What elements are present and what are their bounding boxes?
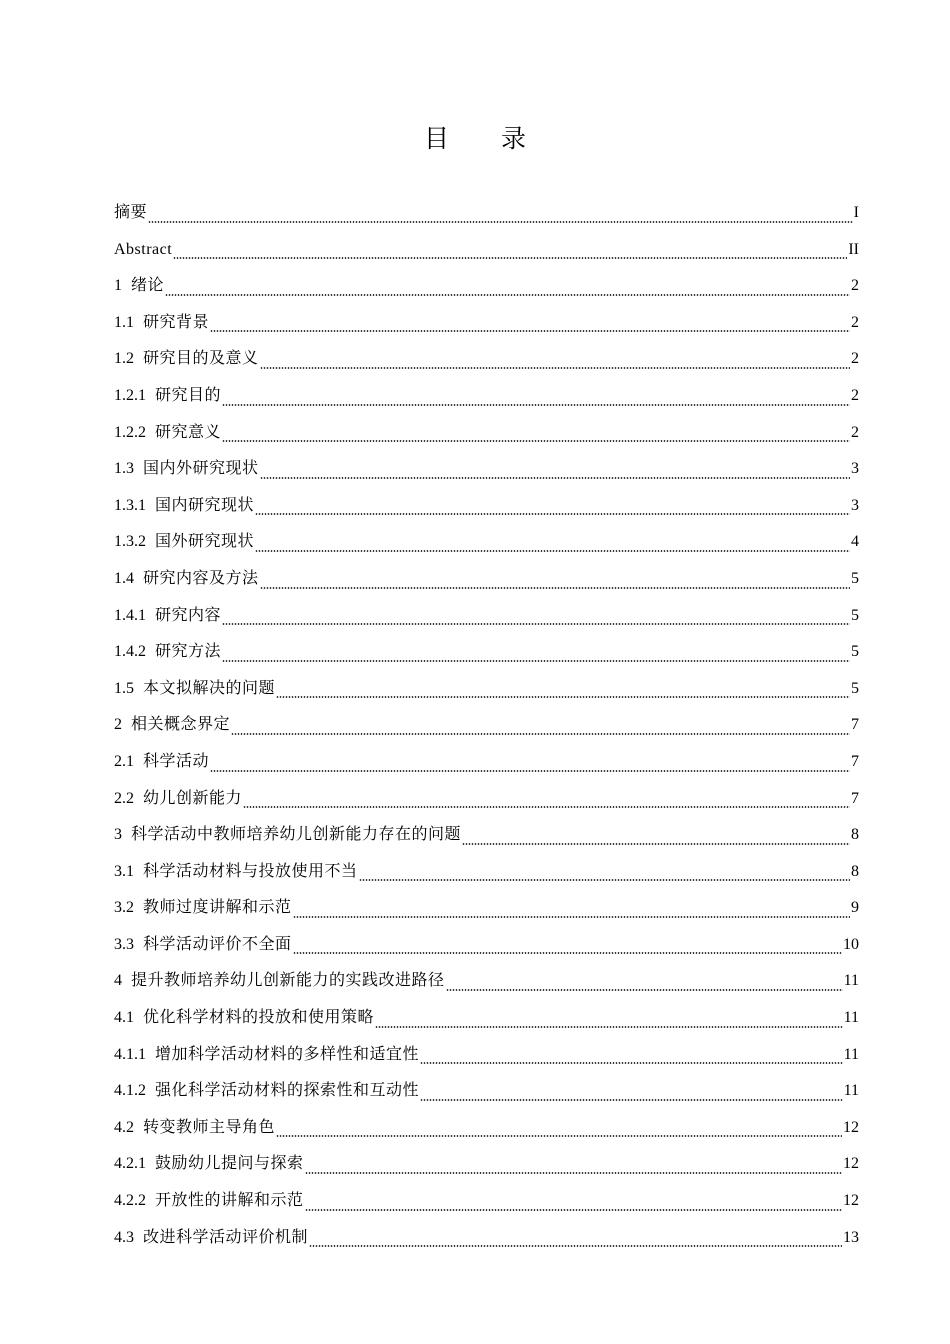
toc-entry-label: Abstract [114,240,173,258]
dot-leader [293,952,842,954]
toc-entry-number: 1.2 [114,350,134,368]
toc-entry-number: 2.2 [114,789,134,807]
toc-entry[interactable] [114,378,859,415]
page-title: 目 录 [424,124,548,153]
toc-entry-text [114,268,164,305]
dot-leader [260,477,850,479]
toc-entry-text [114,817,461,854]
toc-entry-label: 国外研究现状 [155,533,255,551]
dot-leader [148,221,853,223]
dot-leader [446,989,843,991]
toc-entry-page-number: 8 [851,862,859,880]
toc-entry[interactable] [114,707,859,744]
toc-entry-page-number: 2 [851,277,859,295]
toc-entry-page-number: 12 [843,1118,859,1136]
toc-entry-label: 开放性的讲解和示范 [155,1192,304,1210]
dot-leader [305,1209,842,1211]
toc-entry-text [114,854,358,891]
toc-entry[interactable] [114,817,859,854]
toc-entry-label: 研究意义 [155,423,222,441]
toc-entry[interactable] [114,634,859,671]
toc-entry-number: 1.4.2 [114,643,146,661]
dot-leader [309,1245,842,1247]
toc-entry-text [114,378,221,415]
toc-entry[interactable] [114,744,859,781]
toc-entry-page-number: 12 [843,1155,859,1173]
toc-entry-label: 绪论 [131,277,165,295]
toc-entry[interactable] [114,561,859,598]
toc-entry-page-number: 5 [851,679,859,697]
toc-entry-text [114,195,147,232]
toc-entry-page-number: 10 [843,935,859,953]
toc-entry-text [114,341,259,378]
dot-leader [231,733,850,735]
toc-entry-label: 研究背景 [143,313,210,331]
toc-entry[interactable] [114,1183,859,1220]
toc-entry-number: 4.2.1 [114,1155,146,1173]
toc-entry-text [114,1183,304,1220]
dot-leader [255,550,850,552]
toc-entry-number: 1.4.1 [114,606,146,624]
toc-entry-label: 增加科学活动材料的多样性和适宜性 [155,1045,420,1063]
toc-entry-number: 3.3 [114,935,134,953]
toc-entry-number: 4.1.1 [114,1045,146,1063]
toc-entry-number: 1 [114,277,122,295]
toc-entry-page-number: 8 [851,826,859,844]
dot-leader [293,916,850,918]
toc-entry-text [114,927,292,964]
toc-entry[interactable] [114,195,859,232]
toc-entry-page-number: 5 [851,606,859,624]
toc-entry-page-number: 2 [851,313,859,331]
toc-entry[interactable] [114,268,859,305]
toc-entry-page-number: I [853,204,859,221]
toc-entry-label: 研究内容及方法 [143,569,259,587]
toc-entry-text [114,415,221,452]
dot-leader [260,367,850,369]
toc-entry-number: 3.1 [114,862,134,880]
toc-entry-text [114,1220,308,1257]
toc-entry-text [114,488,254,525]
toc-entry-page-number: 11 [843,1009,859,1027]
toc-entry-label: 研究目的及意义 [143,350,259,368]
toc-entry-text [114,1146,304,1183]
toc-entry-text [114,744,209,781]
toc-entry[interactable] [114,854,859,891]
dot-leader [420,1099,843,1101]
toc-entry-page-number: 11 [843,1082,859,1100]
toc-entry-page-number: 5 [851,643,859,661]
toc-entry[interactable] [114,671,859,708]
toc-entry-label: 本文拟解决的问题 [143,679,276,697]
toc-entry-text [114,781,242,818]
toc-entry-page-number: 7 [851,716,859,734]
dot-leader [462,843,850,845]
dot-leader [375,1026,843,1028]
toc-entry[interactable] [114,598,859,635]
toc-entry-text [114,451,259,488]
dot-leader [210,770,850,772]
toc-entry-page-number: 11 [843,972,859,990]
toc-entry-number: 4 [114,972,122,990]
toc-entry-page-number: 4 [851,533,859,551]
toc-entry-text [114,561,259,598]
dot-leader [276,1135,842,1137]
toc-entry-label: 国内研究现状 [155,496,255,514]
dot-leader [222,404,850,406]
toc-entry-label: 摘要 [114,204,148,221]
toc-entry-number: 4.1 [114,1009,134,1027]
toc-entry[interactable] [114,1110,859,1147]
toc-entry-label: 研究内容 [155,606,222,624]
toc-entry-page-number: 3 [851,496,859,514]
toc-entry[interactable] [114,1000,859,1037]
toc-entry[interactable] [114,524,859,561]
dot-leader [173,257,847,259]
toc-entry-number: 3 [114,826,122,844]
toc-entry[interactable] [114,1037,859,1074]
toc-entry-page-number: 11 [843,1045,859,1063]
toc-entry[interactable] [114,927,859,964]
toc-entry[interactable] [114,1220,859,1257]
dot-leader [222,623,850,625]
table-of-contents [114,195,859,1256]
toc-entry-label: 幼儿创新能力 [143,789,243,807]
toc-entry[interactable] [114,890,859,927]
toc-entry-number: 1.2.1 [114,386,146,404]
dot-leader [420,1062,843,1064]
toc-entry-page-number: 9 [851,899,859,917]
toc-entry-page-number: 2 [851,423,859,441]
toc-entry[interactable] [114,305,859,342]
toc-entry-label: 提升教师培养幼儿创新能力的实践改进路径 [131,972,445,990]
toc-entry[interactable] [114,1146,859,1183]
toc-entry-text [114,890,292,927]
toc-entry[interactable] [114,963,859,1000]
toc-entry-number: 1.3.1 [114,496,146,514]
toc-entry-label: 科学活动 [143,752,210,770]
toc-entry-text [114,1000,374,1037]
dot-leader [210,330,850,332]
toc-entry-number: 1.3 [114,460,134,478]
toc-entry-label: 鼓励幼儿提问与探索 [155,1155,304,1173]
toc-entry-text [114,963,445,1000]
toc-entry-label: 研究方法 [155,643,222,661]
toc-entry-number: 2 [114,716,122,734]
toc-entry-label: 研究目的 [155,386,222,404]
toc-entry-text [114,305,209,342]
toc-entry-page-number: 3 [851,460,859,478]
toc-entry-number: 3.2 [114,899,134,917]
toc-entry-page-number: II [848,240,859,258]
toc-entry-text [114,232,172,269]
toc-entry-label: 科学活动中教师培养幼儿创新能力存在的问题 [131,826,462,844]
toc-entry-text [114,1037,419,1074]
toc-entry-page-number: 2 [851,350,859,368]
toc-entry-number: 2.1 [114,752,134,770]
toc-entry-page-number: 5 [851,569,859,587]
toc-entry-number: 4.2.2 [114,1192,146,1210]
toc-entry-number: 1.3.2 [114,533,146,551]
toc-entry-label: 改进科学活动评价机制 [143,1228,309,1246]
toc-entry[interactable] [114,488,859,525]
toc-entry[interactable] [114,232,859,269]
toc-entry[interactable] [114,415,859,452]
toc-entry-number: 1.1 [114,313,134,331]
dot-leader [260,587,850,589]
toc-entry[interactable] [114,341,859,378]
toc-entry-number: 1.4 [114,569,134,587]
toc-entry[interactable] [114,451,859,488]
dot-leader [359,879,850,881]
dot-leader [222,660,850,662]
toc-entry-label: 科学活动评价不全面 [143,935,292,953]
toc-entry-text [114,1110,275,1147]
toc-entry-number: 4.3 [114,1228,134,1246]
toc-entry[interactable] [114,781,859,818]
toc-entry-text [114,524,254,561]
dot-leader [222,440,850,442]
toc-entry-label: 教师过度讲解和示范 [143,899,292,917]
dot-leader [276,696,850,698]
toc-entry-text [114,634,221,671]
toc-entry-number: 4.1.2 [114,1082,146,1100]
toc-entry-label: 国内外研究现状 [143,460,259,478]
toc-entry-text [114,1073,419,1110]
toc-entry-page-number: 12 [843,1192,859,1210]
toc-entry-page-number: 13 [843,1228,859,1246]
toc-entry-number: 1.5 [114,679,134,697]
toc-entry-label: 转变教师主导角色 [143,1118,276,1136]
dot-leader [305,1172,842,1174]
toc-entry-text [114,707,230,744]
toc-entry[interactable] [114,1073,859,1110]
toc-entry-text [114,671,275,708]
toc-entry-label: 相关概念界定 [131,716,231,734]
toc-entry-page-number: 7 [851,752,859,770]
toc-entry-label: 强化科学活动材料的探索性和互动性 [155,1082,420,1100]
toc-entry-label: 科学活动材料与投放使用不当 [143,862,358,880]
dot-leader [165,294,850,296]
dot-leader [243,806,850,808]
dot-leader [255,513,850,515]
toc-entry-label: 优化科学材料的投放和使用策略 [143,1009,375,1027]
toc-entry-text [114,598,221,635]
toc-entry-number: 4.2 [114,1118,134,1136]
toc-entry-page-number: 7 [851,789,859,807]
toc-entry-number: 1.2.2 [114,423,146,441]
toc-entry-page-number: 2 [851,386,859,404]
